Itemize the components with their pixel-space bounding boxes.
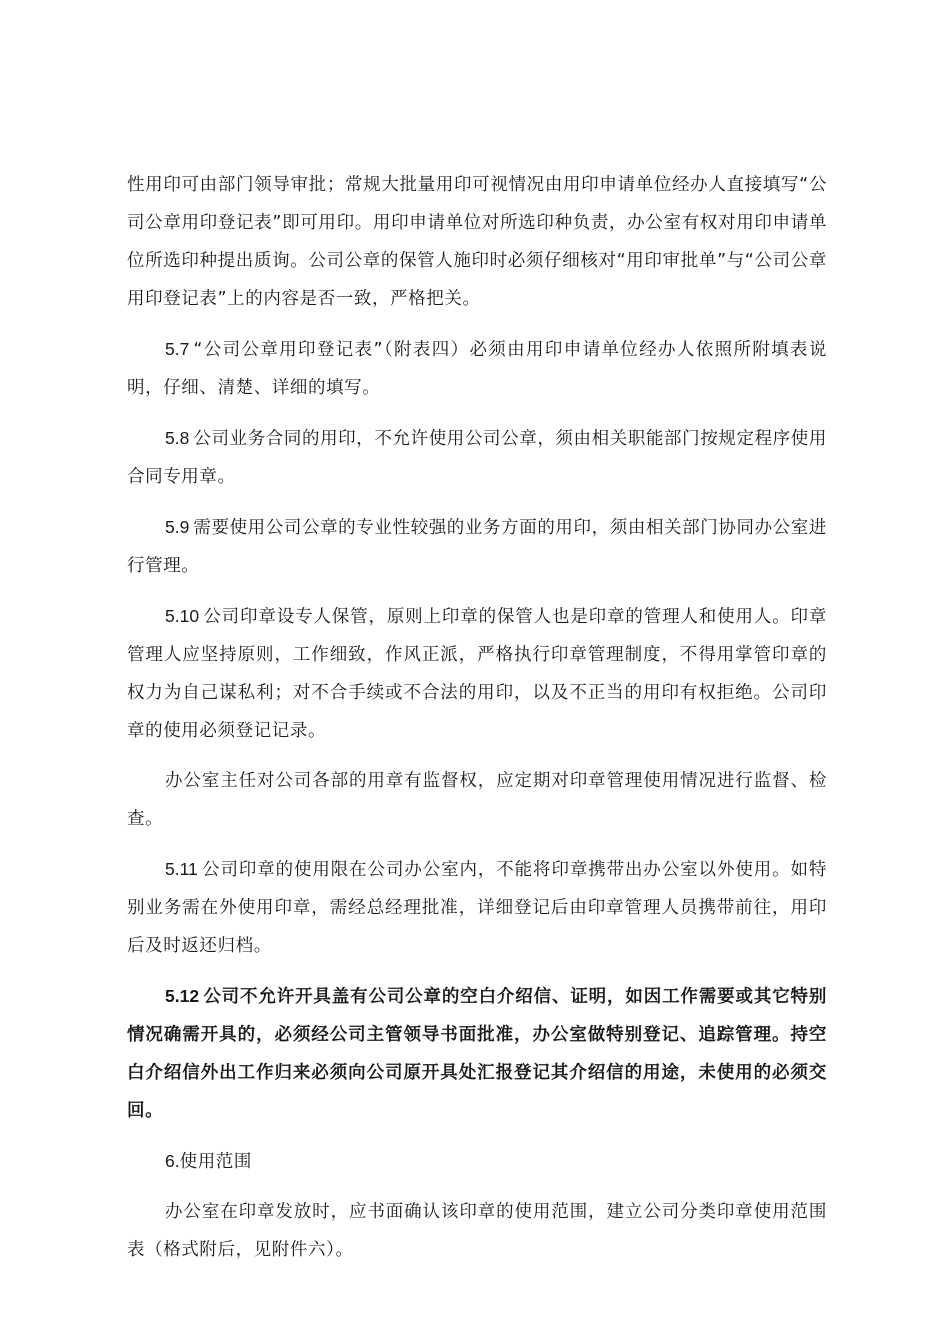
document-body — [127, 166, 827, 1269]
paragraph-text: “公司公章用印登记表”（附表四）必须由用印申请单位经办人依照所附填表说明，仔细、清楚、详细的填写。 — [127, 340, 827, 398]
paragraph-5-11 — [127, 850, 827, 965]
section-number: 5.10 — [165, 606, 200, 626]
paragraph-text: 办公室主任对公司各部的用章有监督权，应定期对印章管理使用情况进行监督、检查。 — [127, 771, 827, 829]
paragraph-5-8 — [127, 419, 827, 496]
paragraph-supervision — [127, 762, 827, 838]
paragraph-text: 公司印章的使用限在公司办公室内，不能将印章携带出办公室以外使用。如特别业务需在外使用印章，需经总经理批准，详细登记后由印章管理人员携带前往，用印后及时返还归档。 — [127, 860, 827, 956]
section-number: 5.8 — [165, 428, 190, 448]
section-heading-6 — [127, 1142, 827, 1181]
paragraph-text: 公司印章设专人保管，原则上印章的保管人也是印章的管理人和使用人。印章管理人应坚持原则，工作细致，作风正派，严格执行印章管理制度，不得用掌管印章的权力为自己谋私利；对不合手续或不合法的用印，以及不正当的用印有权拒绝。公司印章的使用必须登记记录。 — [127, 607, 827, 741]
section-title: 使用范围 — [179, 1152, 253, 1172]
paragraph-5-9 — [127, 508, 827, 585]
section-number: 5.12 — [165, 986, 200, 1006]
paragraph-text: 性用印可由部门领导审批；常规大批量用印可视情况由用印申请单位经办人直接填写“公司公章用印登记表”即可用印。用印申请单位对所选印种负责，办公室有权对用印申请单位所选印种提出质询。公司公章的保管人施印时必须仔细核对“用印审批单”与“公司公章用印登记表”上的内容是否一致，严格把关。 — [127, 175, 827, 309]
section-number: 6. — [165, 1151, 180, 1171]
paragraph-5-7 — [127, 330, 827, 407]
section-number: 5.11 — [165, 859, 198, 879]
paragraph-continuation — [127, 166, 827, 318]
paragraph-text: 公司业务合同的用印，不允许使用公司公章，须由相关职能部门按规定程序使用合同专用章。 — [127, 429, 827, 487]
section-number: 5.7 — [165, 339, 190, 359]
paragraph-text: 需要使用公司公章的专业性较强的业务方面的用印，须由相关部门协同办公室进行管理。 — [127, 518, 827, 576]
paragraph-text: 办公室在印章发放时，应书面确认该印章的使用范围，建立公司分类印章使用范围表（格式附后，见附件六）。 — [127, 1202, 827, 1260]
paragraph-scope — [127, 1193, 827, 1269]
paragraph-5-12 — [127, 977, 827, 1130]
paragraph-text: 公司不允许开具盖有公司公章的空白介绍信、证明，如因工作需要或其它特别情况确需开具的，必须经公司主管领导书面批准，办公室做特别登记、追踪管理。持空白介绍信外出工作归来必须向公司原开具处汇报登记其介绍信的用途，未使用的必须交回。 — [127, 987, 827, 1121]
paragraph-5-10 — [127, 597, 827, 750]
section-number: 5.9 — [165, 517, 190, 537]
